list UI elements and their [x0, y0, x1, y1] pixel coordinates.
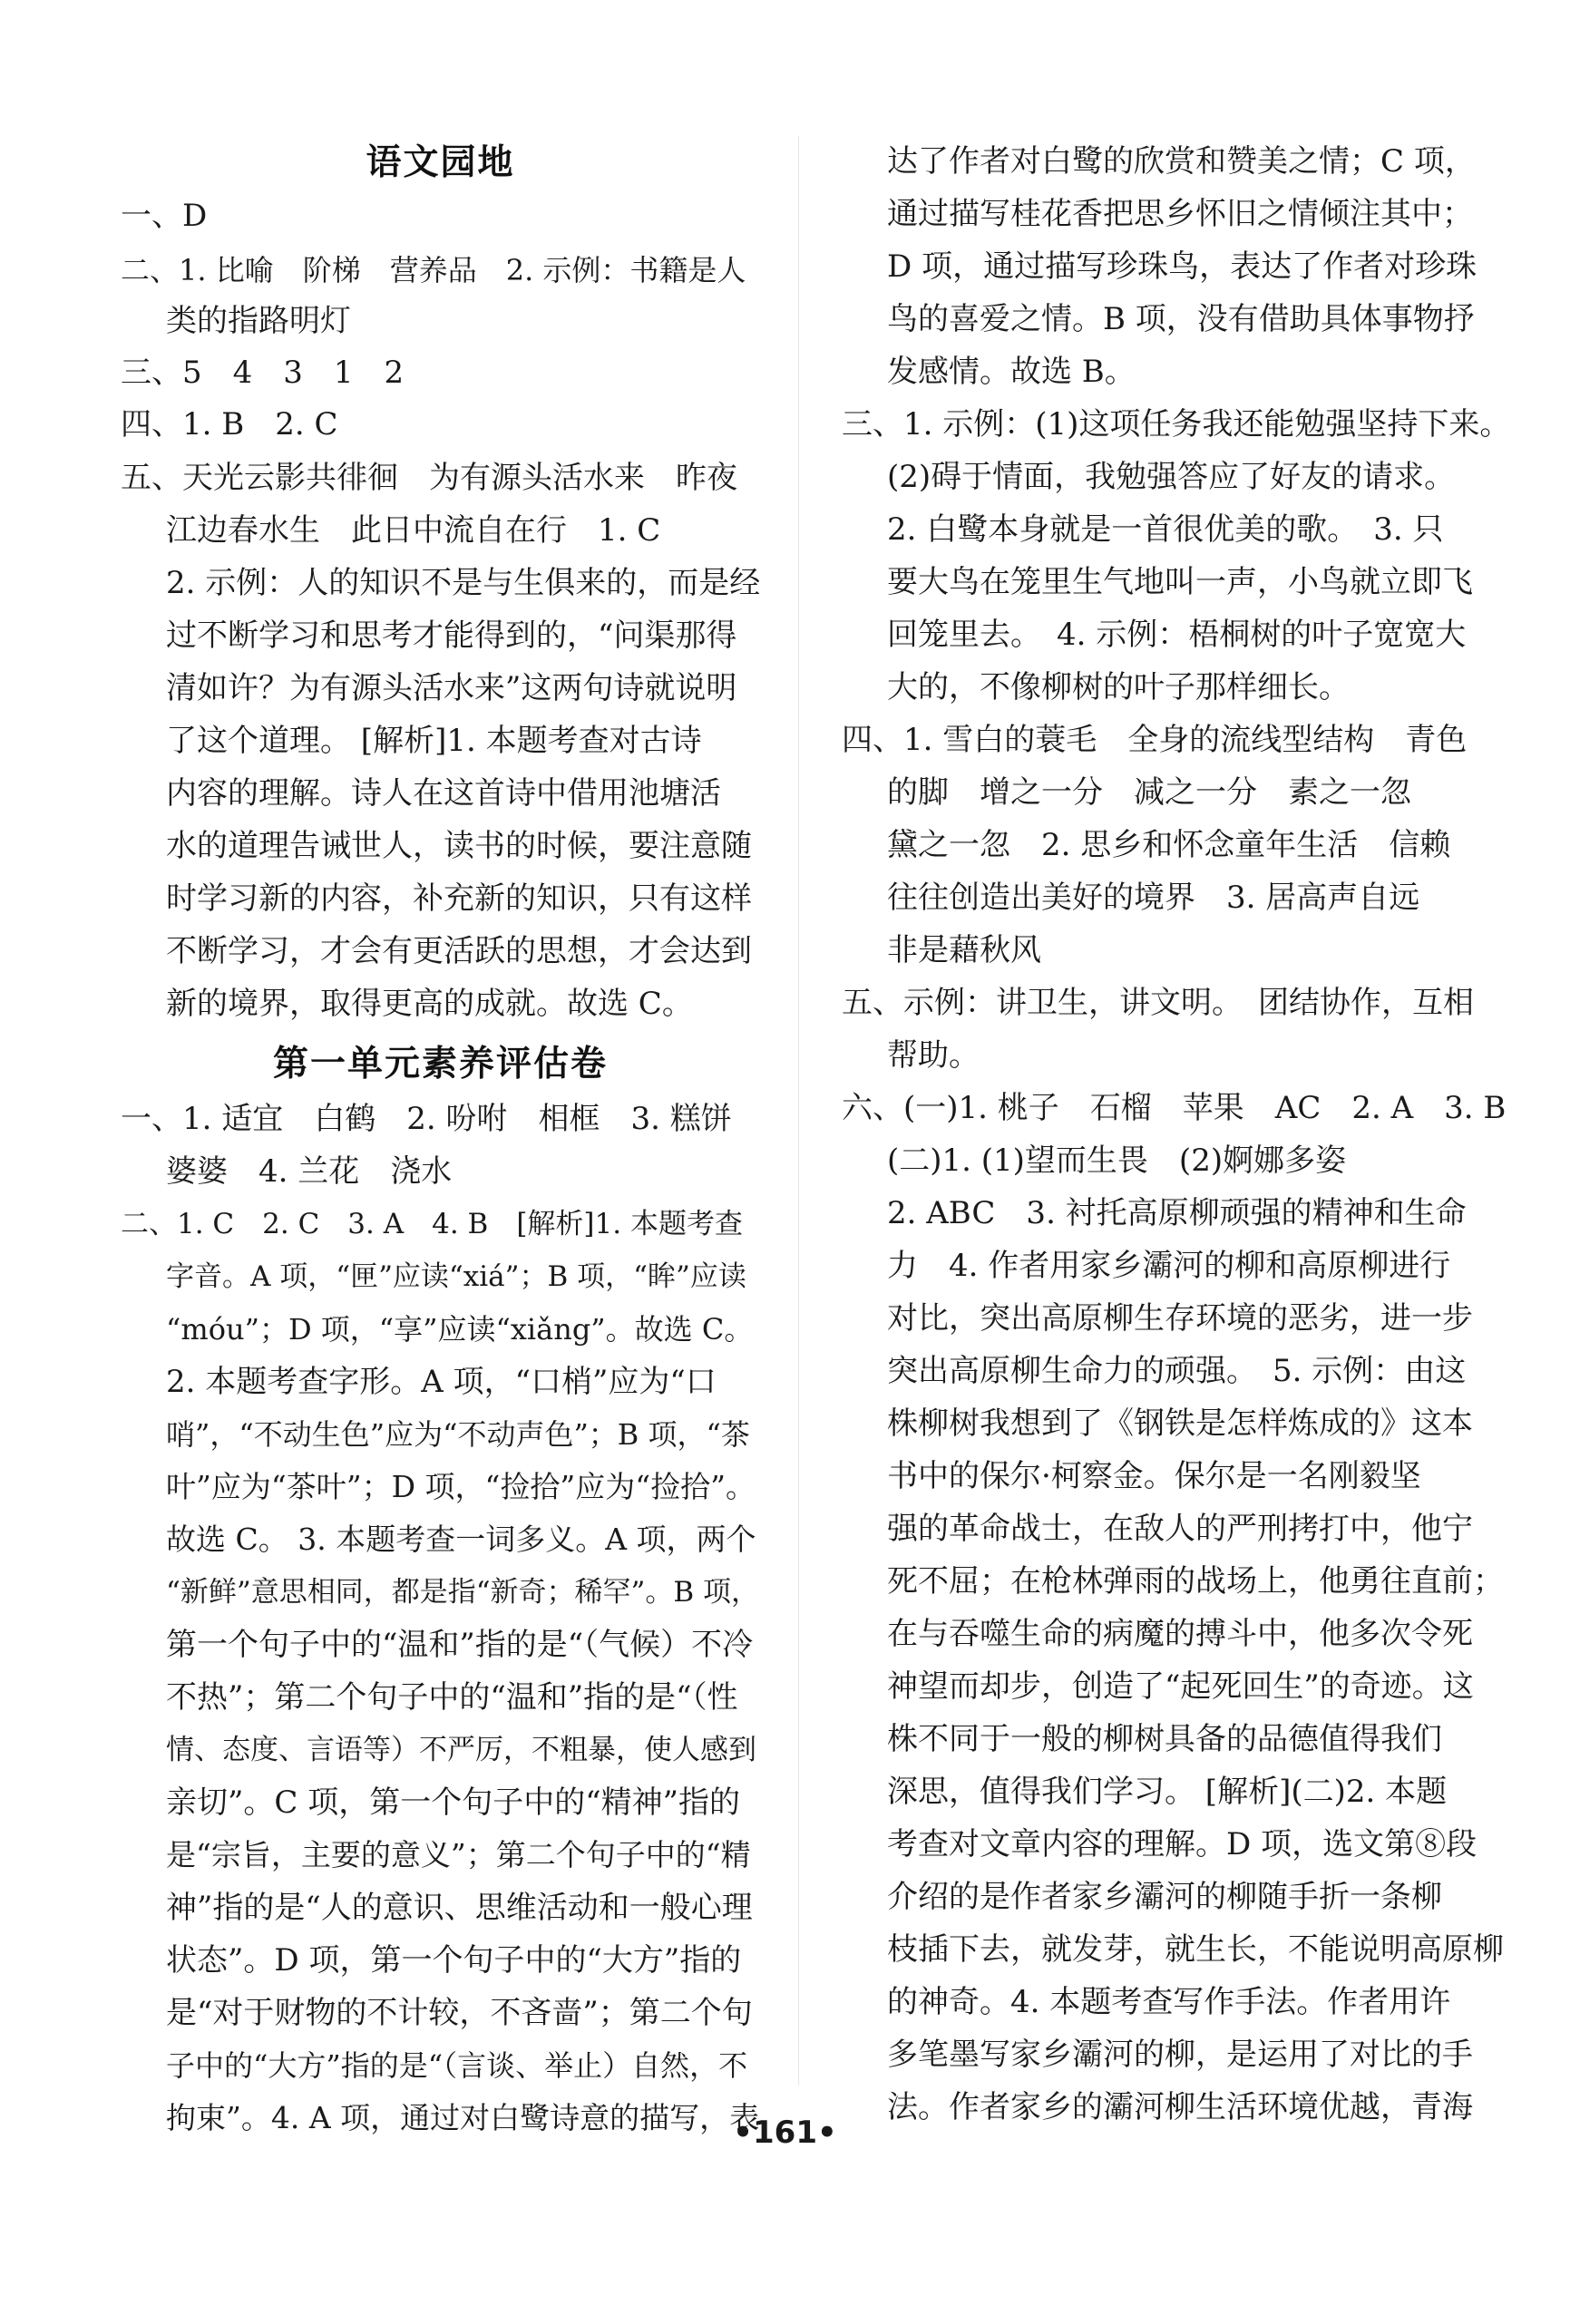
answer-line: 三、5 4 3 1 2	[121, 355, 405, 391]
answer-line: (2)碍于情面，我勉强答应了好友的请求。	[887, 459, 1456, 495]
answer-line: 状态”。D 项，第一个句子中的“大方”指的	[166, 1942, 742, 1979]
answer-line: 大的，不像柳树的叶子那样细长。	[887, 669, 1350, 705]
answer-line: 死不屈；在枪林弹雨的战场上，他勇往直前；	[887, 1563, 1504, 1600]
answer-line: 发感情。故选 B。	[887, 354, 1136, 390]
answer-line: 介绍的是作者家乡灞河的柳随手折一条柳	[887, 1879, 1442, 1915]
answer-line: 清如许？为有源头活水来”这两句诗就说明	[166, 670, 737, 706]
answer-line: 不热”；第二个句子中的“温和”指的是“（性	[166, 1679, 738, 1716]
answer-line: 亲切”。C 项，第一个句子中的“精神”指的	[166, 1784, 740, 1821]
answer-line: 新的境界，取得更高的成就。故选 C。	[166, 986, 693, 1022]
answer-line: 六、(一)1. 桃子 石榴 苹果 AC 2. A 3. B	[842, 1090, 1507, 1126]
answer-line: 二、1. 比喻 阶梯 营养品 2. 示例：书籍是人	[121, 253, 746, 287]
answer-line: 类的指路明灯	[166, 303, 351, 339]
answer-line: 哨”，“不动生色”应为“不动声色”；B 项，“茶	[166, 1417, 750, 1452]
answer-line: 考查对文章内容的理解。D 项，选文第⑧段	[887, 1826, 1477, 1862]
answer-line: 一、1. 适宜 白鹤 2. 吩咐 相框 3. 糕饼	[121, 1101, 732, 1137]
answer-line: 五、天光云影共徘徊 为有源头活水来 昨夜	[121, 460, 737, 496]
answer-line: 往往创造出美好的境界 3. 居高声自远	[887, 880, 1420, 916]
answer-line: 在与吞噬生命的病魔的搏斗中，他多次令死	[887, 1616, 1473, 1652]
answer-line: 力 4. 作者用家乡灞河的柳和高原柳进行	[887, 1248, 1451, 1284]
answer-line: 字音。A 项，“匣”应读“xiá”；B 项，“眸”应读	[166, 1260, 746, 1293]
answer-line: 是“宗旨，主要的意义”；第二个句子中的“精	[166, 1837, 751, 1872]
answer-line: (二)1. (1)望而生畏 (2)婀娜多姿	[887, 1143, 1347, 1179]
page-number: •161•	[733, 2115, 837, 2151]
answer-line: 内容的理解。诗人在这首诗中借用池塘活	[166, 775, 721, 812]
answer-line: “新鲜”意思相同，都是指“新奇；稀罕”。B 项，	[166, 1576, 760, 1609]
answer-line: 2. 示例：人的知识不是与生俱来的，而是经	[166, 565, 761, 601]
answer-line: 非是藉秋风	[887, 932, 1041, 968]
section-heading-unit-assessment: 第一单元素养评估卷	[272, 1044, 608, 1084]
answer-line: 不断学习，才会有更活跃的思想，才会达到	[166, 933, 752, 969]
answer-line: 帮助。	[887, 1037, 980, 1074]
answer-line: 2. 白鹭本身就是一首很优美的歌。 3. 只	[887, 511, 1444, 548]
column-divider	[798, 136, 799, 2086]
answer-line: 时学习新的内容，补充新的知识，只有这样	[166, 880, 752, 917]
answer-line: D 项，通过描写珍珠鸟，表达了作者对珍珠	[887, 248, 1477, 285]
answer-line: 拘束”。4. A 项，通过对白鹭诗意的描写，表	[166, 2100, 760, 2135]
answer-line: 要大鸟在笼里生气地叫一声，小鸟就立即飞	[887, 564, 1473, 600]
answer-line: 第一个句子中的“温和”指的是“（气候）不冷	[166, 1627, 754, 1663]
answer-line: 四、1. B 2. C	[121, 406, 338, 442]
section-heading-yuwen-yuandi: 语文园地	[366, 142, 515, 183]
answer-line: 2. 本题考查字形。A 项，“口梢”应为“口	[166, 1364, 717, 1400]
answer-line: 株柳树我想到了《钢铁是怎样炼成的》这本	[887, 1405, 1473, 1442]
answer-line: 过不断学习和思考才能得到的，“问渠那得	[166, 617, 737, 654]
answer-line: 枝插下去，就发芽，就生长，不能说明高原柳	[887, 1931, 1504, 1968]
answer-line: 二、1. C 2. C 3. A 4. B [解析]1. 本题考查	[121, 1208, 743, 1240]
answer-line: 通过描写桂花香把思乡怀旧之情倾注其中；	[887, 196, 1473, 232]
answer-line: 子中的“大方”指的是“（言谈、举止）自然，不	[166, 2048, 748, 2083]
answer-line: 对比，突出高原柳生存环境的恶劣，进一步	[887, 1300, 1473, 1337]
answer-line: 是“对于财物的不计较，不吝啬”；第二个句	[166, 1995, 753, 2031]
answer-line: 的脚 增之一分 减之一分 素之一忽	[887, 774, 1411, 811]
answer-line: 2. ABC 3. 衬托高原柳顽强的精神和生命	[887, 1195, 1467, 1231]
answer-line: 的神奇。4. 本题考查写作手法。作者用许	[887, 1984, 1451, 2020]
answer-line: 株不同于一般的柳树具备的品德值得我们	[887, 1721, 1442, 1757]
answer-line: 深思，值得我们学习。 [解析](二)2. 本题	[887, 1774, 1448, 1810]
answer-line: 江边春水生 此日中流自在行 1. C	[166, 512, 661, 549]
answer-line: 一、D	[121, 198, 208, 234]
answer-line: 黛之一忽 2. 思乡和怀念童年生活 信赖	[887, 827, 1451, 863]
answer-line: “móu”；D 项，“享”应读“xiǎng”。故选 C。	[166, 1312, 754, 1347]
answer-line: 神”指的是“人的意识、思维活动和一般心理	[166, 1890, 753, 1926]
answer-line: 法。作者家乡的灞河柳生活环境优越，青海	[887, 2089, 1473, 2125]
answer-line: 故选 C。 3. 本题考查一词多义。A 项，两个	[166, 1522, 756, 1557]
answer-line: 突出高原柳生命力的顽强。 5. 示例：由这	[887, 1353, 1467, 1389]
answer-line: 叶”应为“茶叶”；D 项，“捡拾”应为“捡拾”。	[166, 1469, 756, 1504]
answer-line: 多笔墨写家乡灞河的柳，是运用了对比的手	[887, 2037, 1473, 2073]
answer-line: 水的道理告诫世人，读书的时候，要注意随	[166, 828, 752, 864]
answer-line: 达了作者对白鹭的欣赏和赞美之情；C 项，	[887, 143, 1476, 180]
answer-line: 四、1. 雪白的蓑毛 全身的流线型结构 青色	[842, 722, 1468, 758]
answer-line: 回笼里去。 4. 示例：梧桐树的叶子宽宽大	[887, 617, 1467, 653]
answer-line: 五、示例：讲卫生，讲文明。 团结协作，互相	[842, 985, 1474, 1021]
answer-line: 鸟的喜爱之情。B 项，没有借助具体事物抒	[887, 301, 1475, 337]
answer-line: 婆婆 4. 兰花 浇水	[166, 1153, 453, 1190]
answer-line: 了这个道理。 [解析]1. 本题考查对古诗	[166, 723, 702, 759]
answer-line: 三、1. 示例：(1)这项任务我还能勉强坚持下来。	[842, 406, 1511, 442]
answer-line: 书中的保尔·柯察金。保尔是一名刚毅坚	[887, 1458, 1421, 1494]
answer-line: 强的革命战士，在敌人的严刑拷打中，他宁	[887, 1511, 1473, 1547]
answer-line: 神望而却步，创造了“起死回生”的奇迹。这	[887, 1668, 1474, 1705]
answer-line: 情、态度、言语等）不严厉，不粗暴，使人感到	[166, 1734, 756, 1766]
